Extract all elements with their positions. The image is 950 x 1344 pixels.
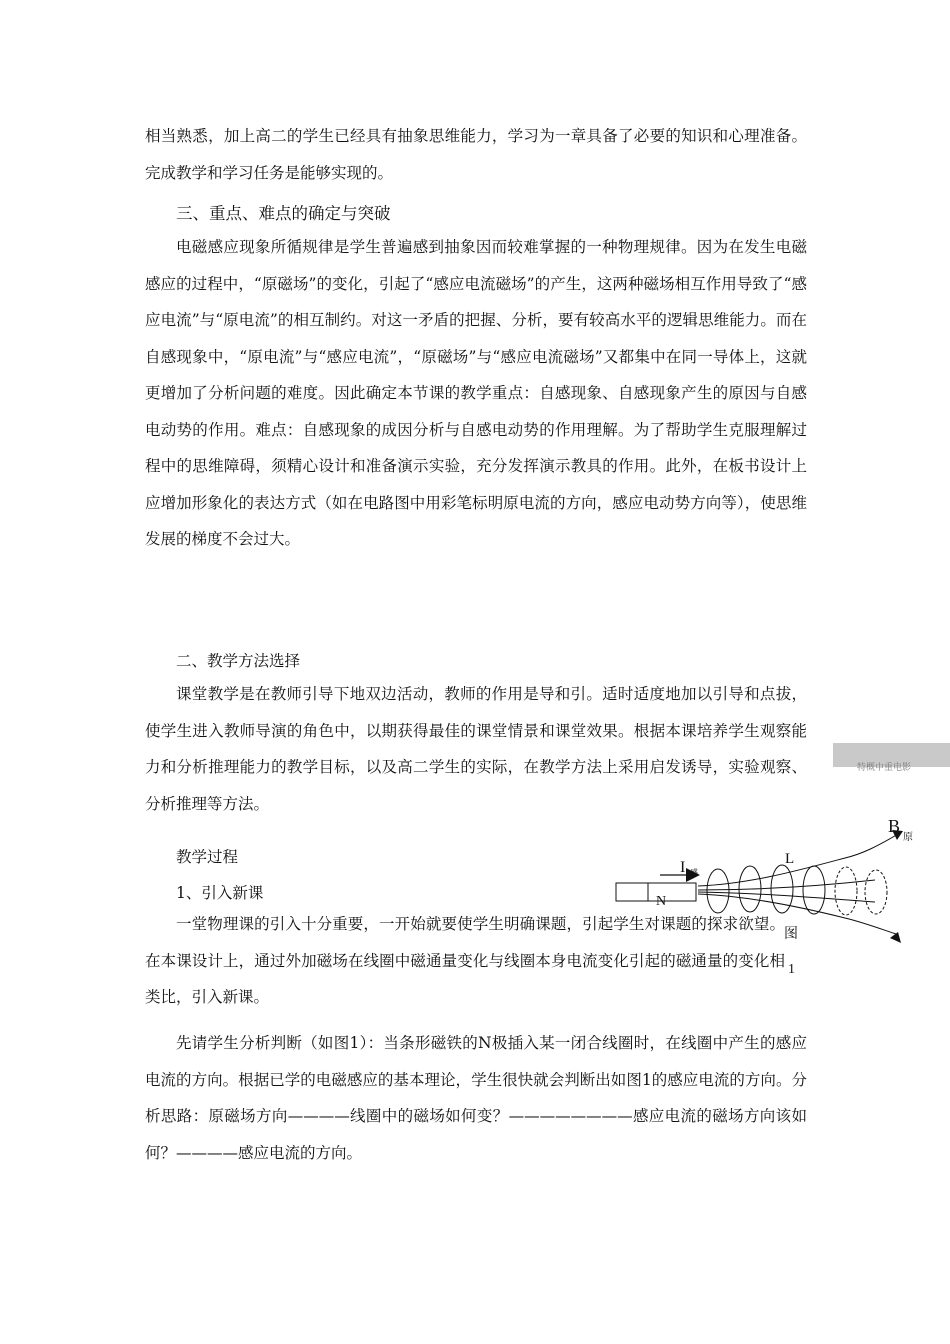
field-lines	[698, 834, 898, 934]
coil-label: L	[785, 851, 795, 867]
current-label: I	[680, 859, 686, 876]
paragraph-key-points	[145, 229, 807, 558]
text-block: 一堂物理课的引入十分重要，一开始就要使学生明确课题，引起学生对课题的探求欲望。在本课设计上，通过外加磁场在线圈中磁通量变化与线圈本身电流变化引起的磁通量的变化相类比，引入新课。	[145, 915, 785, 1006]
section-heading-method: 二、教学方法选择	[176, 652, 301, 670]
current-label-sub: 感	[690, 868, 698, 877]
figure-caption-number: 1	[788, 962, 795, 977]
intro-new-lesson-title: 1、引入新课	[176, 884, 264, 902]
side-tab-text: 特概中重电影	[857, 763, 912, 773]
text-block: 先请学生分析判断（如图1）：当条形磁铁的N极插入某一闭合线圈时，在线圈中产生的感应电流的方向。根据已学的电磁感应的基本理论，学生很快就会判断出如图1的感应电流的方向。分析思路：原磁场方向————线圈中的磁场如何变？————————感应电流的磁场方向该如何？————感应电流的方向。	[145, 1034, 807, 1162]
magnet-n-label: N	[656, 894, 667, 909]
field-label: B	[888, 816, 901, 836]
induction-coil-figure	[600, 810, 940, 980]
paragraph-method	[145, 676, 807, 822]
text-block: 相当熟悉，加上高二的学生已经具有抽象思维能力，学习为一章具备了必要的知识和心理准备。完成教学和学习任务是能够实现的。	[145, 127, 807, 182]
figure-caption-char: 图	[784, 927, 798, 942]
paragraph-analysis	[145, 1025, 807, 1171]
text-block: 课堂教学是在教师引导下地双边活动，教师的作用是导和引。适时适度地加以引导和点拔，使学生进入教师导演的角色中，以期获得最佳的课堂情景和课堂效果。根据本课培养学生观察能力和分析推理能力的教学目标，以及高二学生的实际，在教学方法上采用启发诱导，实验观察、分析推理等方法。	[145, 685, 807, 813]
paragraph-intro-continued	[145, 118, 807, 191]
text-block: 电磁感应现象所循规律是学生普遍感到抽象因而较难掌握的一种物理规律。因为在发生电磁感应的过程中，“原磁场”的变化，引起了“感应电流磁场”的产生，这两种磁场相互作用导致了“感应电流”与“原电流”的相互制约。对这一矛盾的把握、分析，要有较高水平的逻辑思维能力。而在自感现象中，“原电流”与“感应电流”，“原磁场”与“感应电流磁场”又都集中在同一导体上，这就更增加了分析问题的难度。因此确定本节课的教学重点：自感现象、自感现象产生的原因与自感电动势的作用。难点：自感现象的成因分析与自感电动势的作用理解。为了帮助学生克服理解过程中的思维障碍，须精心设计和准备演示实验，充分发挥演示教具的作用。此外，在板书设计上应增加形象化的表达方式（如在电路图中用彩笔标明原电流的方向，感应电动势方向等），使思维发展的梯度不会过大。	[145, 238, 807, 548]
magnet-left-half	[616, 883, 648, 901]
section-heading-key-points: 三、重点、难点的确定与突破	[176, 204, 391, 223]
field-label-sub: 原	[903, 832, 913, 843]
side-tab	[833, 743, 950, 773]
teaching-process-label: 教学过程	[176, 848, 239, 866]
